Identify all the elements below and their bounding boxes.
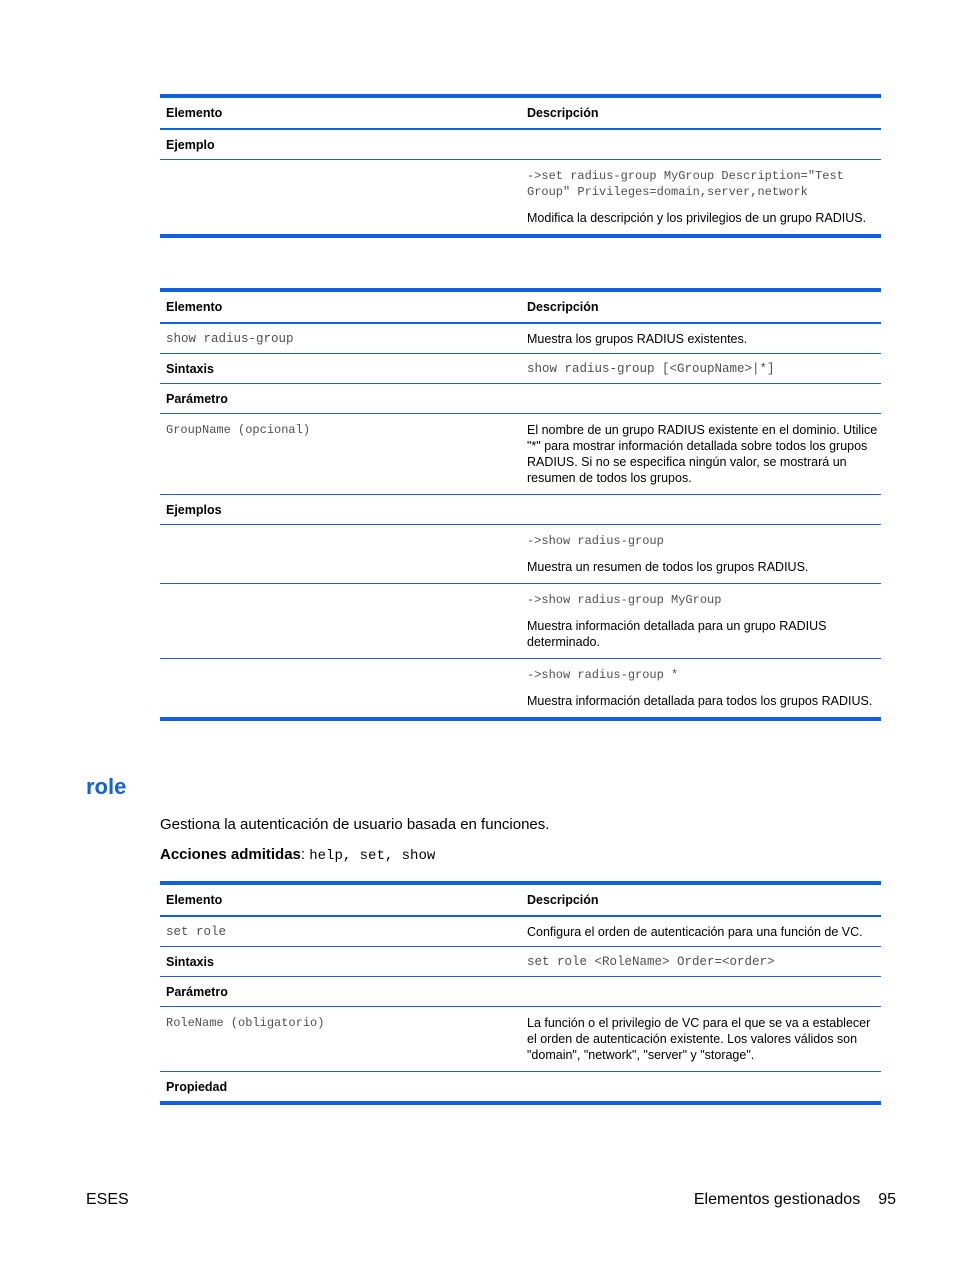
col-header-element: Elemento [160, 290, 521, 323]
show-radius-group-table [160, 288, 881, 721]
syntax-label: Sintaxis [160, 354, 521, 384]
parameter-label: Parámetro [160, 384, 521, 414]
example-description: Muestra un resumen de todos los grupos RADIUS. [527, 560, 809, 574]
supported-actions: Acciones admitidas: help, set, show [160, 846, 436, 864]
page-number: 95 [878, 1191, 896, 1208]
command-name: set role [160, 916, 521, 947]
col-header-description: Descripción [521, 290, 881, 323]
command-name: show radius-group [160, 323, 521, 354]
example-cell [521, 525, 881, 584]
footer-section-page [694, 1191, 896, 1209]
supported-actions-value: help, set, show [309, 848, 436, 864]
col-header-description: Descripción [521, 883, 881, 916]
section-label-example: Ejemplo [160, 129, 521, 160]
footer-section-title: Elementos gestionados [693, 1191, 861, 1208]
example-code: ->show radius-group MyGroup [527, 593, 722, 607]
command-description: Configura el orden de autenticación para una función de VC. [521, 916, 881, 947]
supported-actions-label: Acciones admitidas [160, 846, 301, 863]
command-description: Muestra los grupos RADIUS existentes. [521, 323, 881, 354]
examples-label: Ejemplos [160, 495, 521, 525]
set-role-table [160, 881, 881, 1105]
syntax-label: Sintaxis [160, 947, 521, 977]
example-cell [521, 584, 881, 659]
parameter-label: Parámetro [160, 977, 521, 1007]
parameter-name: GroupName (opcional) [166, 423, 311, 437]
example-cell [521, 659, 881, 720]
example-cell [521, 160, 881, 237]
col-header-element: Elemento [160, 96, 521, 129]
parameter-name: RoleName (obligatorio) [166, 1016, 325, 1030]
parameter-description: El nombre de un grupo RADIUS existente en el dominio. Utilice "*" para mostrar información detallada sobre todos los grupos RADIUS. Si no se especifica ningún valor, se mostrará un resumen de todos los grupos. [527, 423, 878, 485]
col-header-element: Elemento [160, 883, 521, 916]
footer-locale: ESES [86, 1191, 129, 1208]
syntax-value: show radius-group [<GroupName>|*] [521, 354, 881, 384]
example-description: Muestra información detallada para todos los grupos RADIUS. [527, 694, 873, 708]
example-code: ->show radius-group * [527, 668, 679, 682]
example-description: Modifica la descripción y los privilegios de un grupo RADIUS. [527, 211, 867, 225]
role-intro: Gestiona la autenticación de usuario basada en funciones. [160, 816, 550, 833]
example-code: ->show radius-group [527, 534, 664, 548]
syntax-value: set role <RoleName> Order=<order> [521, 947, 881, 977]
set-radius-group-table [160, 94, 881, 238]
section-heading-role: role [86, 774, 127, 799]
property-label: Propiedad [160, 1072, 521, 1104]
example-code: ->set radius-group MyGroup Description="Test Group" Privileges=domain,server,network [527, 169, 844, 199]
parameter-description: La función o el privilegio de VC para el que se va a establecer el orden de autenticación existente. Los valores válidos son "domain", "network", "server" y "storage". [527, 1016, 871, 1062]
example-description: Muestra información detallada para un grupo RADIUS determinado. [527, 619, 827, 649]
col-header-description: Descripción [521, 96, 881, 129]
